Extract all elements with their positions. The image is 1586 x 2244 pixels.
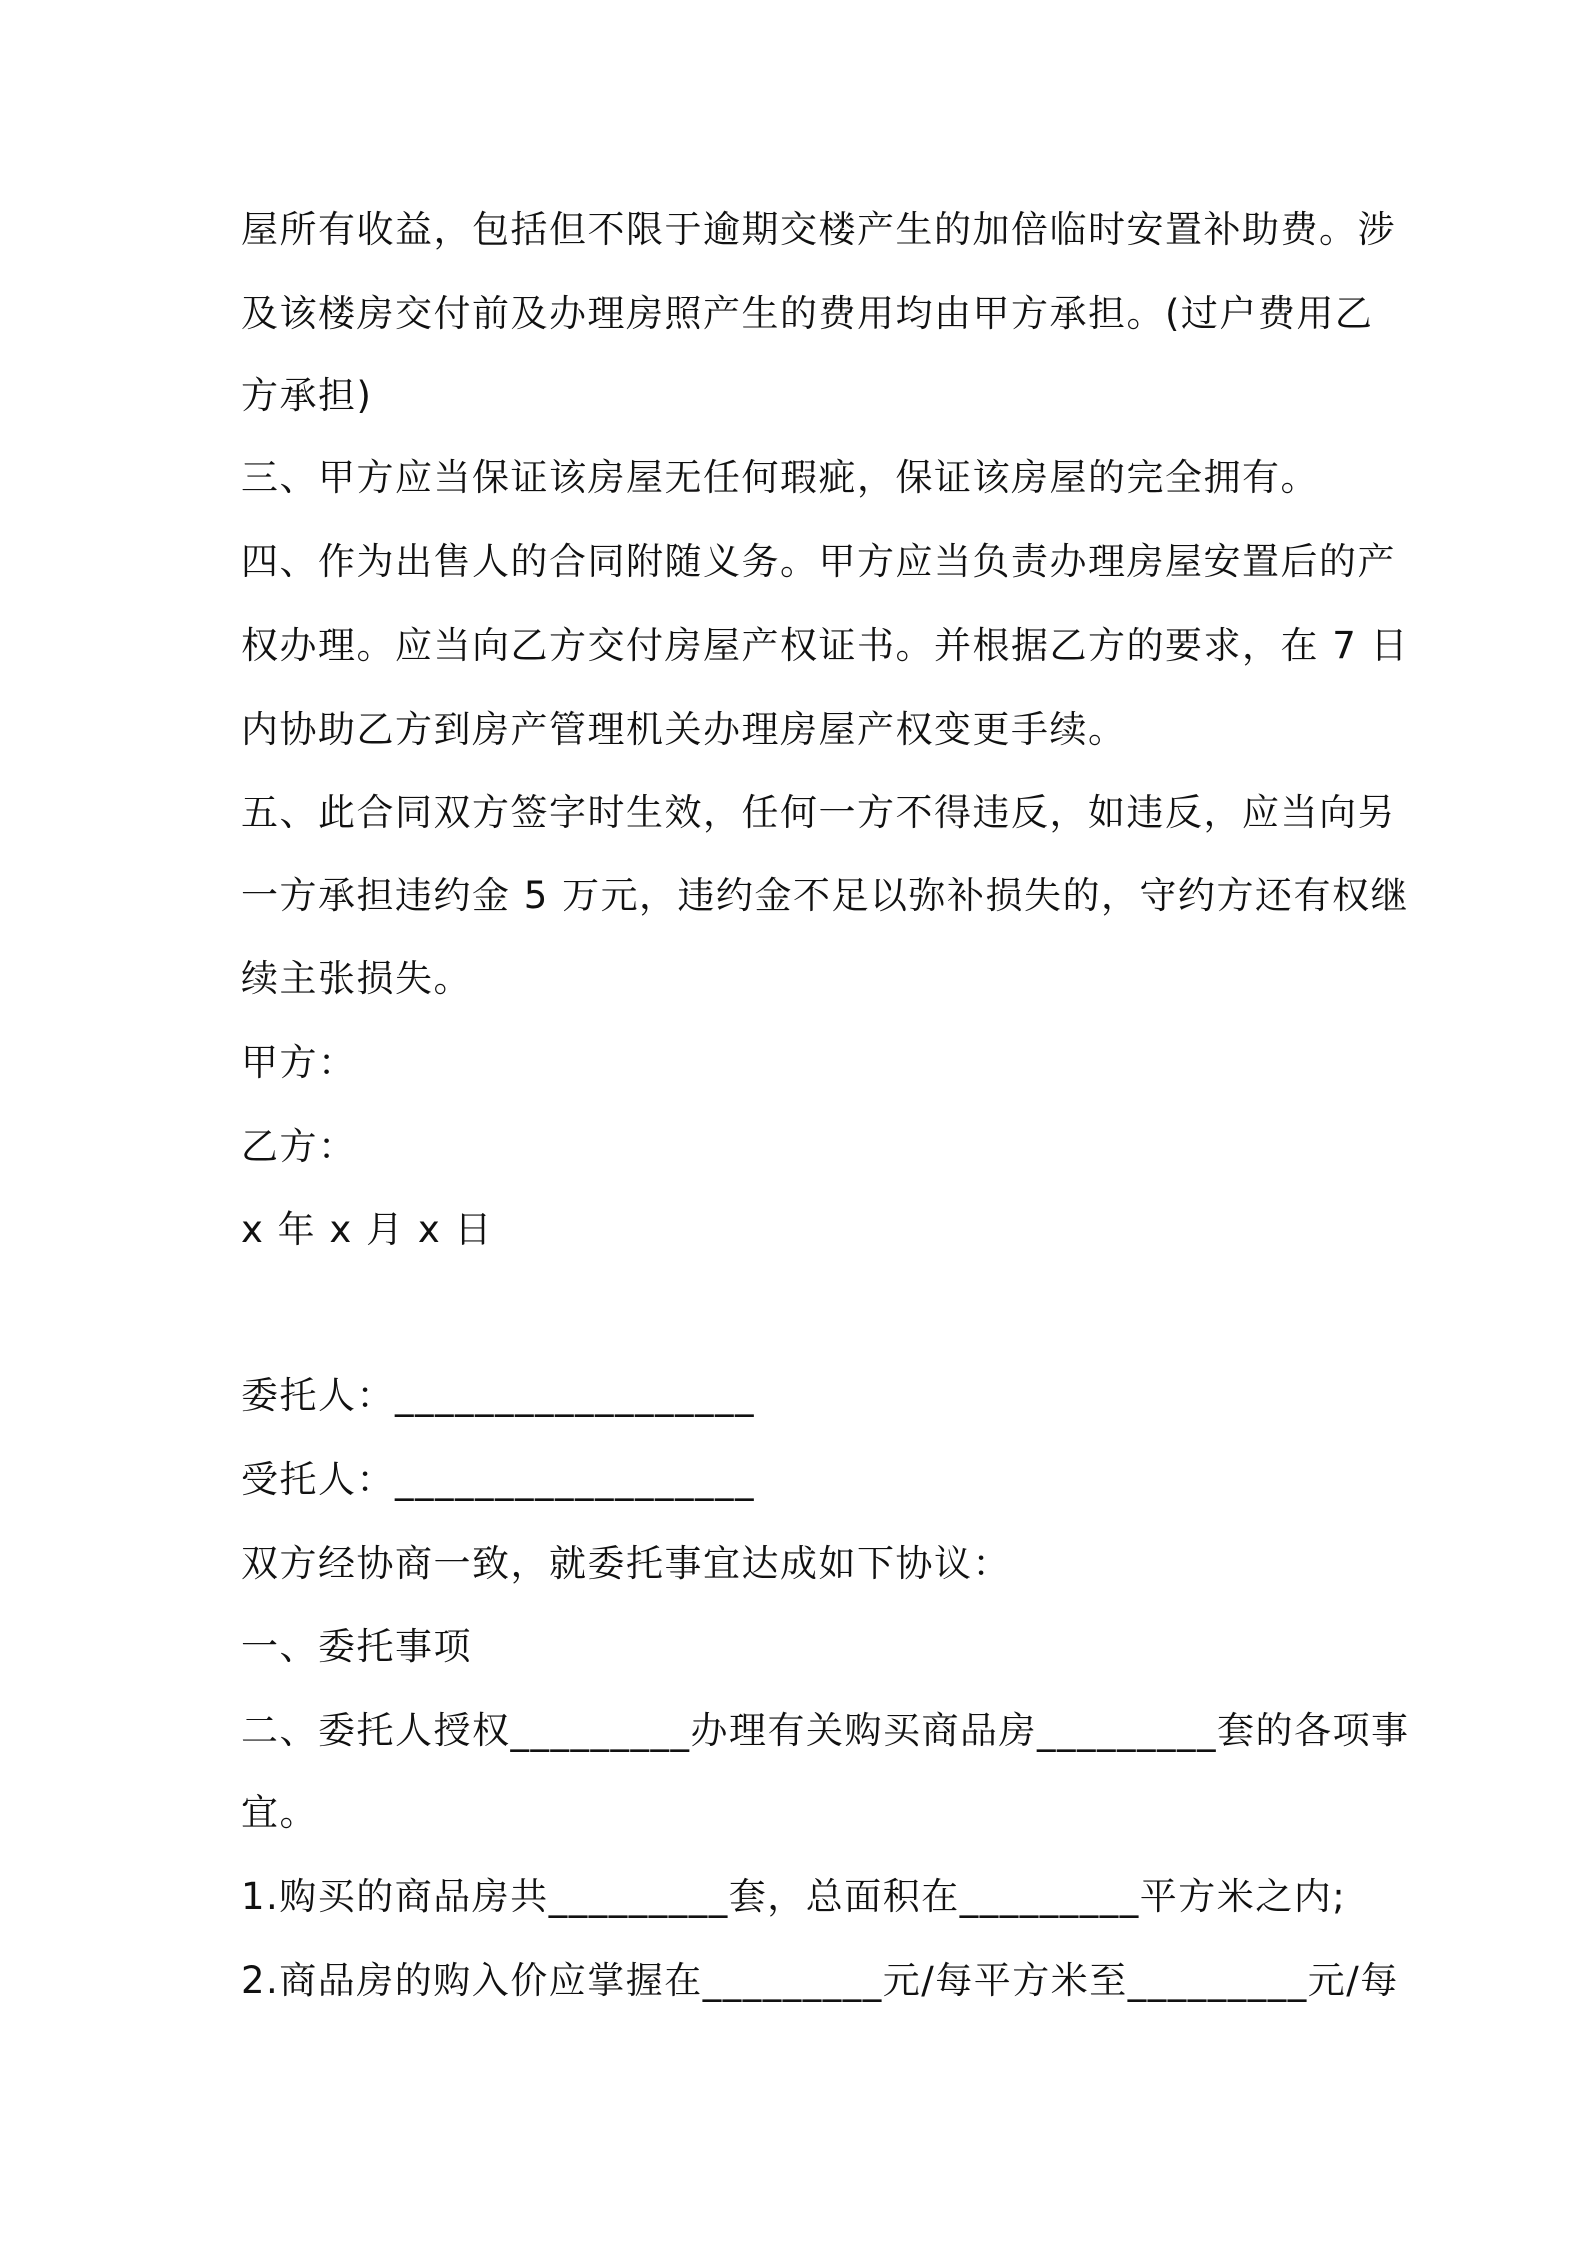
date-line: x 年 x 月 x 日	[241, 1208, 493, 1251]
party-b-label: 乙方：	[241, 1125, 357, 1168]
paragraph-line: 屋所有收益，包括但不限于逾期交楼产生的加倍临时安置补助费。涉	[241, 208, 1396, 251]
clause-five: 五、此合同双方签字时生效，任何一方不得违反，如违反，应当向另	[241, 791, 1396, 834]
agreement-intro: 双方经协商一致，就委托事宜达成如下协议：	[241, 1542, 1011, 1585]
paragraph-line: 及该楼房交付前及办理房照产生的费用均由甲方承担。(过户费用乙	[241, 292, 1374, 335]
item-two: 2.商品房的购入价应掌握在_________元/每平方米至_________元/每	[241, 1959, 1399, 2002]
party-a-label: 甲方：	[241, 1041, 357, 1084]
paragraph-line: 权办理。应当向乙方交付房屋产权证书。并根据乙方的要求，在 7 日	[241, 624, 1410, 667]
agent-field: 受托人：__________________	[241, 1458, 755, 1501]
clause-four: 四、作为出售人的合同附随义务。甲方应当负责办理房屋安置后的产	[241, 540, 1396, 583]
section-heading: 一、委托事项	[241, 1625, 472, 1668]
clause-three: 三、甲方应当保证该房屋无任何瑕疵，保证该房屋的完全拥有。	[241, 456, 1319, 499]
principal-field: 委托人：__________________	[241, 1374, 755, 1417]
item-one: 1.购买的商品房共_________套，总面积在_________平方米之内;	[241, 1875, 1347, 1918]
paragraph-line: 宜。	[241, 1791, 318, 1834]
paragraph-line: 方承担)	[241, 374, 373, 417]
paragraph-line: 一方承担违约金 5 万元，违约金不足以弥补损失的，守约方还有权继	[241, 874, 1410, 917]
paragraph-line: 续主张损失。	[241, 957, 472, 1000]
paragraph-line: 内协助乙方到房产管理机关办理房屋产权变更手续。	[241, 708, 1127, 751]
clause-two: 二、委托人授权_________办理有关购买商品房_________套的各项事	[241, 1709, 1410, 1752]
